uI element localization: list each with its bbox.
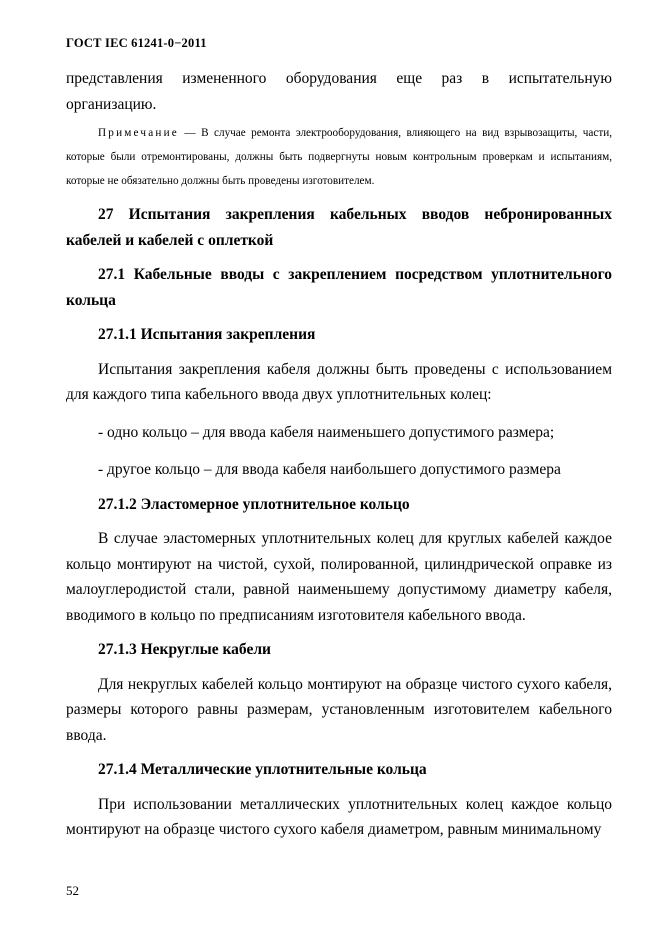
section-heading-27: 27 Испытания закрепления кабельных вводов небронированных кабелей и кабелей с оплеткой xyxy=(66,206,612,249)
paragraph-27-1-1: Испытания закрепления кабеля должны быть проведены с использованием для каждого типа кабельного ввода двух уплотнительных колец: xyxy=(66,360,612,403)
note-dash: — xyxy=(178,127,202,139)
paragraph-27-1-3: Для некруглых кабелей кольцо монтируют на образце чистого сухого кабеля, размеры которого равны размерам, установленным изготовителем кабельного ввода. xyxy=(66,675,612,744)
section-heading-27-1-3: 27.1.3 Некруглые кабели xyxy=(98,641,271,658)
section-heading-27-1: 27.1 Кабельные вводы с закреплением посредством уплотнительного кольца xyxy=(66,266,612,309)
list-item-largest: - другое кольцо – для ввода кабеля наибольшего допустимого размера xyxy=(98,461,561,478)
section-heading-27-1-4: 27.1.4 Металлические уплотнительные кольца xyxy=(98,761,427,778)
page-header: ГОСТ IEC 61241-0−2011 xyxy=(66,36,207,50)
paragraph-27-1-4: При использовании металлических уплотнительных колец каждое кольцо монтируют на образце чистого сухого кабеля диаметром, равным минимальному xyxy=(66,795,612,838)
note-text: В случае ремонта электрооборудования, влияющего на вид взрывозащиты, части, которые были отремонтированы, должны быть подвергнуты новым контрольным проверкам и испытаниям, которые не обязательно должны быть проведены изготовителем. xyxy=(66,127,612,187)
note-label: Примечание xyxy=(98,127,179,139)
note-paragraph xyxy=(66,121,612,193)
section-heading-27-1-2: 27.1.2 Эластомерное уплотнительное кольцо xyxy=(98,495,410,513)
page-content xyxy=(66,66,612,843)
page-number: 52 xyxy=(66,883,79,898)
continuation-paragraph: представления измененного оборудования еще раз в испытательную организацию. xyxy=(66,70,612,113)
section-heading-27-1-1: 27.1.1 Испытания закрепления xyxy=(98,326,316,343)
list-item-smallest: - одно кольцо – для ввода кабеля наименьшего допустимого размера; xyxy=(98,423,555,441)
paragraph-27-1-2: В случае эластомерных уплотнительных колец для круглых кабелей каждое кольцо монтируют на чистой, сухой, полированной, цилиндрической оправке из малоуглеродистой стали, равной наименьшему допустимому диаметру кабеля, вводимого в кольцо по предписаниям изготовителя кабельного ввода. xyxy=(66,530,612,624)
